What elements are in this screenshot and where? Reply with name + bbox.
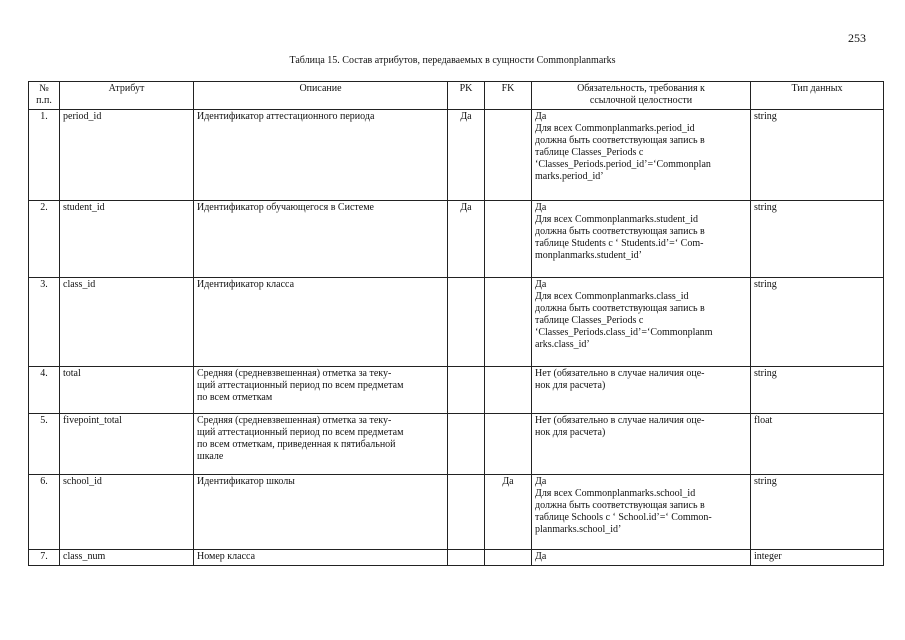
- row-data-type: string: [751, 278, 884, 367]
- header-data-type: Тип данных: [751, 82, 884, 110]
- row-description: Средняя (средневзвешенная) отметка за теку- щий аттестационный период по всем предметам по всем отметкам, приведенная к пятибальной шкале: [194, 414, 448, 475]
- row-pk: [448, 414, 485, 475]
- table-row: [29, 110, 884, 201]
- row-pk: Да: [448, 110, 485, 201]
- row-pk: [448, 278, 485, 367]
- row-description: Номер класса: [194, 550, 448, 566]
- row-requirements: Да Для всех Commonplanmarks.student_id должна быть соответствующая запись в таблице Students с ‘ Students.id’=‘ Com- monplanmarks.student_id’: [532, 201, 751, 278]
- table-row: [29, 414, 884, 475]
- header-fk: FK: [485, 82, 532, 110]
- row-description: Средняя (средневзвешенная) отметка за теку- щий аттестационный период по всем предметам по всем отметкам: [194, 367, 448, 414]
- header-attribute: Атрибут: [60, 82, 194, 110]
- row-requirements: Нет (обязательно в случае наличия оце- нок для расчета): [532, 414, 751, 475]
- table-row: [29, 278, 884, 367]
- page-number: 253: [848, 31, 866, 45]
- row-fk: [485, 414, 532, 475]
- header-num: № п.п.: [29, 82, 60, 110]
- row-requirements: Да Для всех Commonplanmarks.period_id должна быть соответствующая запись в таблице Classes_Periods с ‘Classes_Periods.period_id’=‘Commonplan marks.period_id’: [532, 110, 751, 201]
- row-num: 1.: [29, 110, 60, 201]
- row-requirements: Да: [532, 550, 751, 566]
- row-data-type: string: [751, 367, 884, 414]
- row-fk: Да: [485, 475, 532, 550]
- row-requirements: Да Для всех Commonplanmarks.class_id должна быть соответствующая запись в таблице Classes_Periods с ‘Classes_Periods.class_id’=‘Commonplanm arks.class_id’: [532, 278, 751, 367]
- row-fk: [485, 110, 532, 201]
- row-pk: [448, 550, 485, 566]
- row-description: Идентификатор класса: [194, 278, 448, 367]
- row-description: Идентификатор аттестационного периода: [194, 110, 448, 201]
- row-data-type: string: [751, 475, 884, 550]
- row-requirements: Да Для всех Commonplanmarks.school_id должна быть соответствующая запись в таблице Schools с ‘ School.id’=‘ Common- planmarks.school_id’: [532, 475, 751, 550]
- table-row: [29, 550, 884, 566]
- row-fk: [485, 550, 532, 566]
- header-description: Описание: [194, 82, 448, 110]
- row-pk: [448, 367, 485, 414]
- row-num: 4.: [29, 367, 60, 414]
- header-pk: PK: [448, 82, 485, 110]
- row-attribute: class_num: [60, 550, 194, 566]
- attributes-table: [28, 81, 884, 566]
- row-fk: [485, 367, 532, 414]
- row-num: 3.: [29, 278, 60, 367]
- row-description: Идентификатор обучающегося в Системе: [194, 201, 448, 278]
- row-data-type: integer: [751, 550, 884, 566]
- row-attribute: total: [60, 367, 194, 414]
- row-num: 7.: [29, 550, 60, 566]
- row-fk: [485, 201, 532, 278]
- row-attribute: class_id: [60, 278, 194, 367]
- row-attribute: school_id: [60, 475, 194, 550]
- row-attribute: fivepoint_total: [60, 414, 194, 475]
- row-pk: Да: [448, 201, 485, 278]
- row-num: 5.: [29, 414, 60, 475]
- table-row: [29, 475, 884, 550]
- row-attribute: period_id: [60, 110, 194, 201]
- table-header-row: [29, 82, 884, 110]
- row-data-type: string: [751, 201, 884, 278]
- table-row: [29, 201, 884, 278]
- row-description: Идентификатор школы: [194, 475, 448, 550]
- row-requirements: Нет (обязательно в случае наличия оце- нок для расчета): [532, 367, 751, 414]
- header-requirements: Обязательность, требования к ссылочной целостности: [532, 82, 751, 110]
- row-attribute: student_id: [60, 201, 194, 278]
- table-row: [29, 367, 884, 414]
- row-fk: [485, 278, 532, 367]
- row-num: 2.: [29, 201, 60, 278]
- row-pk: [448, 475, 485, 550]
- row-data-type: string: [751, 110, 884, 201]
- row-data-type: float: [751, 414, 884, 475]
- table-caption: Таблица 15. Состав атрибутов, передаваемых в сущности Commonplanmarks: [289, 55, 616, 66]
- row-num: 6.: [29, 475, 60, 550]
